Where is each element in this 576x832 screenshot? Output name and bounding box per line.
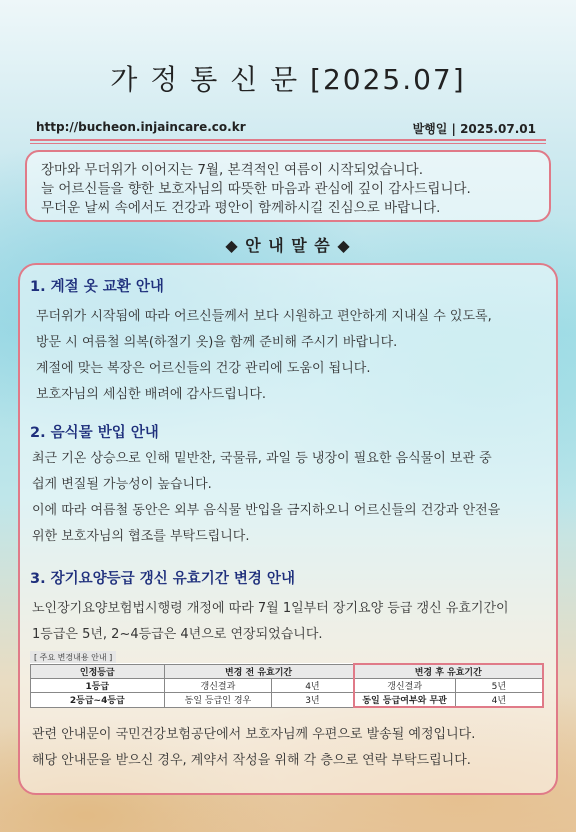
intro-line: 늘 어르신들을 향한 보호자님의 따뜻한 마음과 관심에 깊이 감사드립니다. [41, 181, 471, 197]
table-cell: 동일 등급여부와 무관 [354, 693, 456, 708]
table-cell: 4년 [455, 693, 543, 708]
section-2-line: 이에 따라 여름철 동안은 외부 음식물 반입을 금지하오니 어르신들의 건강과 안전을 [32, 503, 501, 518]
section-3-closing-line: 관련 안내문이 국민건강보험공단에서 보호자님께 우편으로 발송될 예정입니다. [32, 727, 476, 742]
table-header: 변경 후 유효기간 [354, 664, 543, 679]
table-cell: 1등급 [31, 679, 165, 693]
table-cell: 4년 [272, 679, 354, 693]
table-cell: 3년 [272, 693, 354, 708]
table-header: 인정등급 [31, 664, 165, 679]
intro-line: 장마와 무더위가 이어지는 7월, 본격적인 여름이 시작되었습니다. [41, 162, 423, 178]
guide-heading: ◆ 안 내 말 씀 ◆ [225, 236, 351, 255]
table-row [31, 693, 544, 708]
table-header-row [31, 664, 544, 679]
notice-content-box [18, 263, 558, 795]
section-3-closing-line: 해당 안내문을 받으신 경우, 계약서 작성을 위해 각 층으로 연락 부탁드립니다. [32, 753, 471, 768]
section-2-line: 최근 기온 상승으로 인해 밑반찬, 국물류, 과일 등 냉장이 필요한 음식물이 보관 중 [32, 451, 492, 466]
page-title: 가 정 통 신 문 [2025.07] [110, 63, 466, 96]
change-summary-tag: [ 주요 변경내용 안내 ] [30, 651, 116, 664]
table-cell: 갱신결과 [354, 679, 456, 693]
table-row [31, 679, 544, 693]
validity-period-table [30, 663, 544, 708]
section-3-line: 노인장기요양보험법시행령 개정에 따라 7월 1일부터 장기요양 등급 갱신 유효기간이 [32, 601, 509, 616]
section-1-heading: 1. 계절 옷 교환 안내 [30, 279, 164, 295]
section-3-line: 1등급은 5년, 2~4등급은 4년으로 연장되었습니다. [32, 627, 323, 642]
section-1-line: 보호자님의 세심한 배려에 감사드립니다. [36, 387, 267, 402]
table-cell: 동일 등급인 경우 [164, 693, 272, 708]
section-1-line: 무더위가 시작됨에 따라 어르신들께서 보다 시원하고 편안하게 지내실 수 있도록, [36, 309, 492, 324]
section-1-line: 방문 시 여름철 의복(하절기 옷)을 함께 준비해 주시기 바랍니다. [36, 335, 398, 350]
table-cell: 5년 [455, 679, 543, 693]
intro-line: 무더운 날씨 속에서도 건강과 평안이 함께하시길 진심으로 바랍니다. [41, 200, 441, 216]
header-divider-thin [30, 143, 546, 144]
header-divider [30, 139, 546, 141]
section-2-line: 위한 보호자님의 협조를 부탁드립니다. [32, 529, 250, 544]
table-cell: 갱신결과 [164, 679, 272, 693]
section-2-heading: 2. 음식물 반입 안내 [30, 425, 159, 441]
table-header: 변경 전 유효기간 [164, 664, 353, 679]
issue-date: 발행일 | 2025.07.01 [412, 122, 536, 136]
section-2-line: 쉽게 변질될 가능성이 높습니다. [32, 477, 212, 492]
intro-box [25, 150, 551, 222]
table-cell: 2등급~4등급 [31, 693, 165, 708]
website-url[interactable]: http://bucheon.injaincare.co.kr [36, 120, 246, 134]
section-3-heading: 3. 장기요양등급 갱신 유효기간 변경 안내 [30, 571, 295, 587]
section-1-line: 계절에 맞는 복장은 어르신들의 건강 관리에 도움이 됩니다. [36, 361, 371, 376]
